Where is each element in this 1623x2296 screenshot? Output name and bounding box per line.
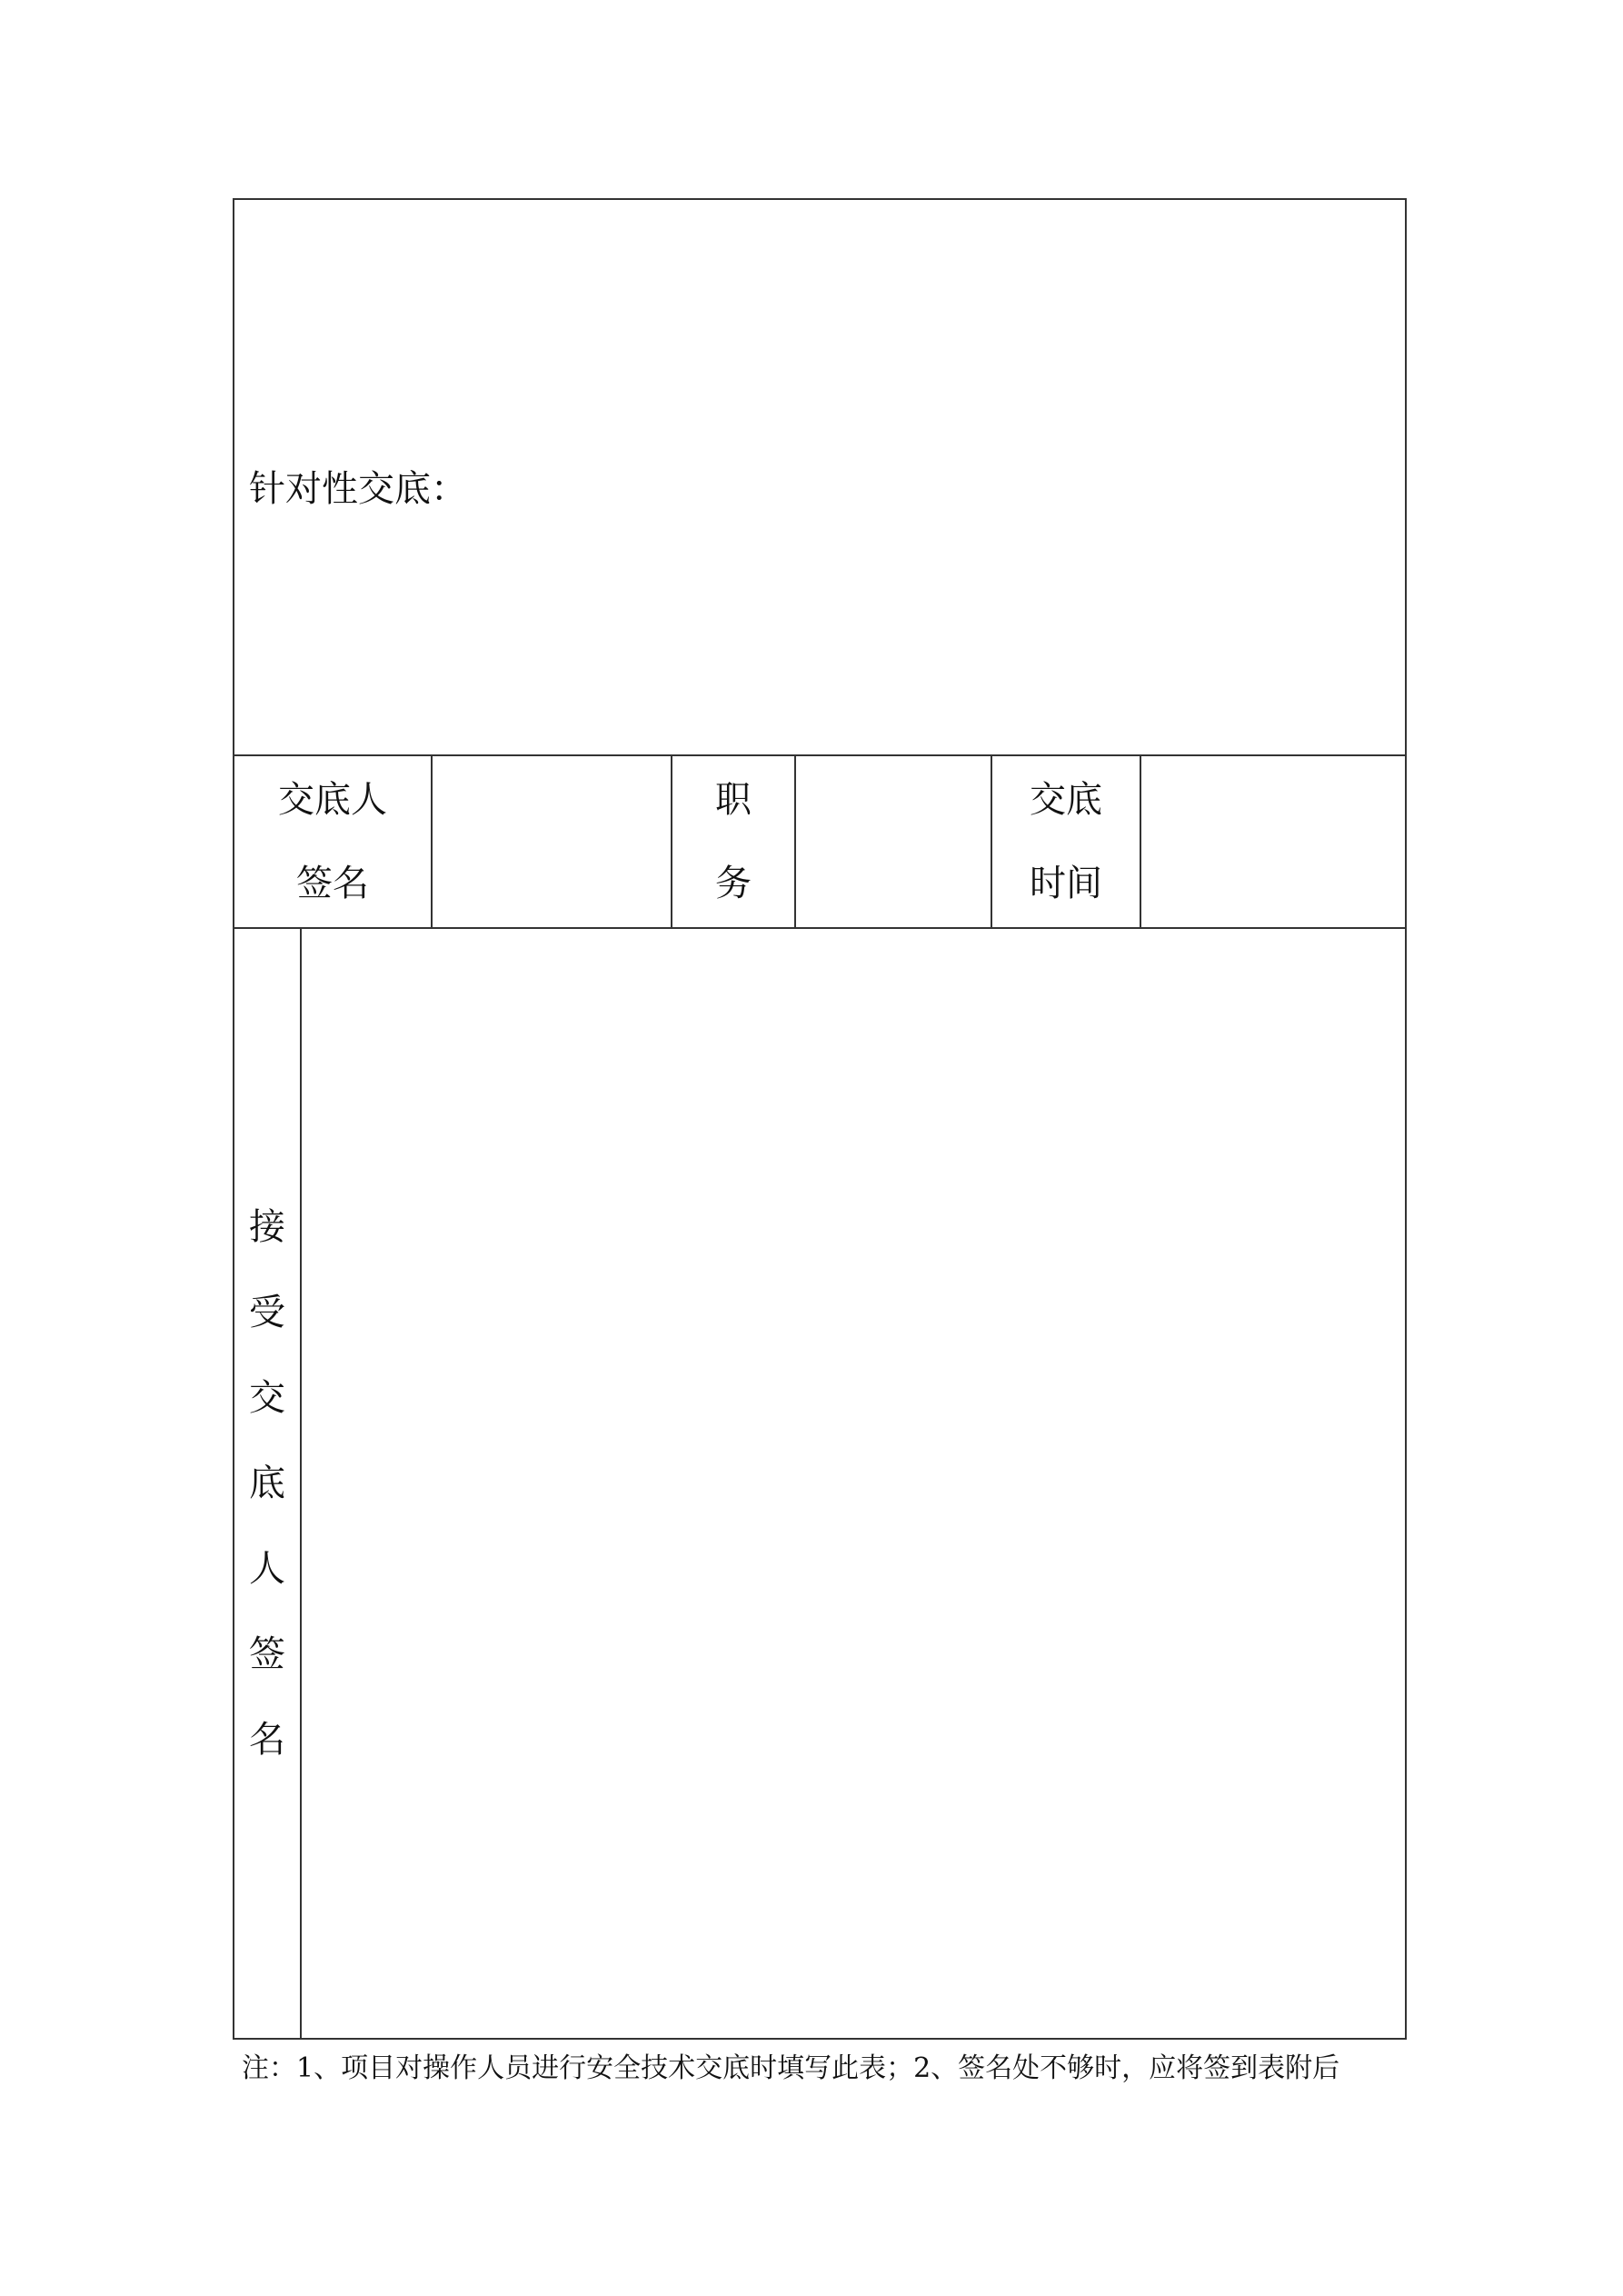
form-footnote: 注：1、项目对操作人员进行安全技术交底时填写此表；2、签名处不够时，应将签到表附后 [242,2052,1340,2084]
receiver-signature-row [234,928,1406,2039]
briefer-signature-label-cell [234,755,432,928]
briefer-signature-field[interactable] [432,755,672,928]
briefer-signature-label-line2: 签名 [296,863,369,904]
position-label-line1: 职 [715,779,752,821]
position-field[interactable] [795,755,991,928]
briefer-signature-label-line1: 交底人 [278,779,387,821]
receiver-signature-label-cell [234,929,301,2038]
receiver-signature-table [234,929,1405,2038]
briefing-time-label-line1: 交底 [1030,779,1102,821]
receiver-label-char-1: 接 [249,1206,285,1248]
position-label-line2: 务 [715,863,752,904]
position-label-cell [672,755,795,928]
safety-briefing-form [233,198,1407,2040]
receiver-label-char-3: 交 [249,1377,285,1419]
briefer-info-row [234,755,1406,928]
targeted-briefing-cell[interactable] [234,199,1406,755]
briefing-time-label-cell [991,755,1140,928]
receiver-label-char-6: 签 [249,1633,285,1675]
targeted-briefing-label: 针对性交底： [249,468,467,510]
receiver-label-char-7: 名 [249,1719,285,1761]
briefing-time-label-line2: 时间 [1030,863,1102,904]
briefing-time-field[interactable] [1140,755,1406,928]
receiver-label-char-2: 受 [249,1292,285,1333]
receiver-label-char-5: 人 [249,1548,285,1590]
targeted-briefing-row [234,199,1406,755]
receiver-signature-area[interactable] [301,929,1405,2038]
receiver-signature-container [234,928,1406,2039]
receiver-label-char-4: 底 [249,1462,285,1504]
